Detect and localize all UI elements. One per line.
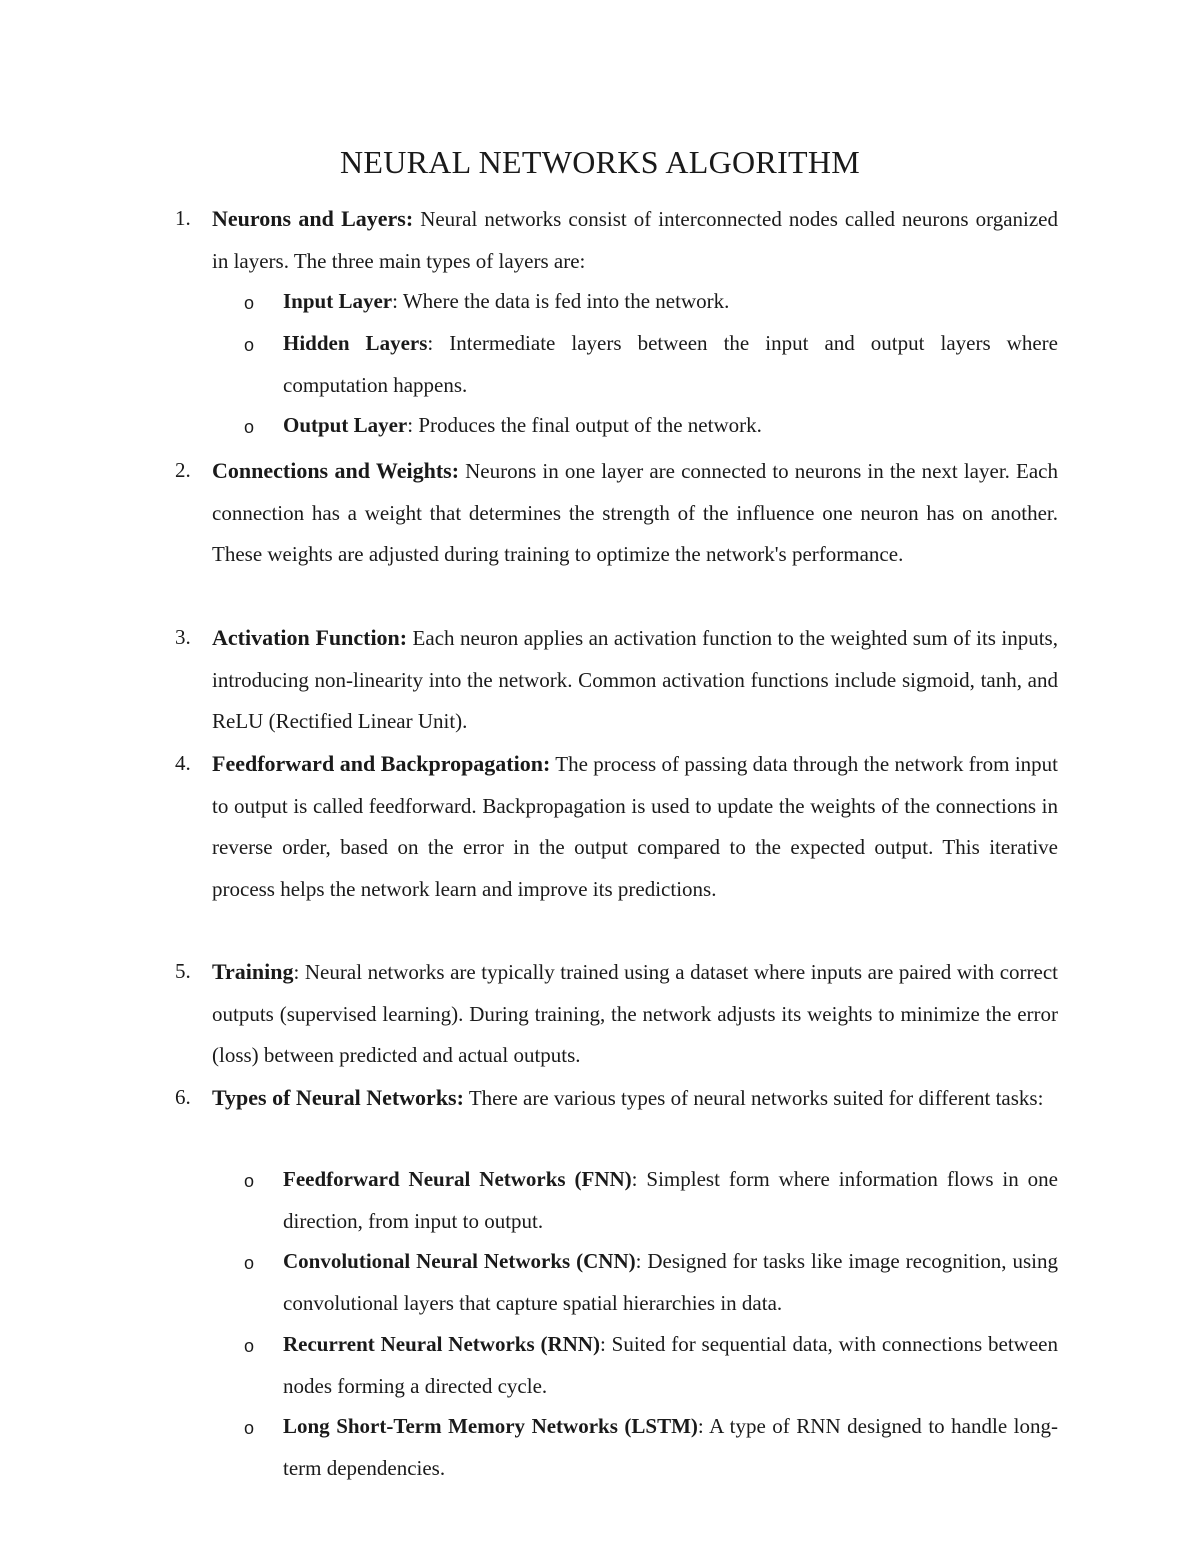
sub-list-item xyxy=(244,323,1058,406)
sub-item-text: : Produces the final output of the network. xyxy=(407,413,762,437)
bullet-icon: o xyxy=(244,293,255,313)
page-title: NEURAL NETWORKS ALGORITHM xyxy=(339,144,861,180)
item-term: Feedforward and Backpropagation: xyxy=(212,751,551,776)
item-text: Neural networks consist of interconnected nodes called neurons organized in layers. The three main types of layers are: xyxy=(212,207,1058,273)
list-number: 5. xyxy=(175,959,191,983)
sub-item-text: : Simplest form where information flows in one direction, from input to output. xyxy=(283,1167,1058,1233)
item-term: Training xyxy=(212,959,294,984)
sub-list-item xyxy=(244,1159,1058,1242)
list-number: 3. xyxy=(175,625,191,649)
list-number: 4. xyxy=(175,751,191,775)
sub-list-item xyxy=(244,405,1058,447)
sub-list-item xyxy=(244,281,1058,323)
list-item xyxy=(175,450,1058,576)
sub-item-term: Feedforward Neural Networks (FNN) xyxy=(283,1167,632,1191)
list-item xyxy=(175,617,1058,743)
list-number: 6. xyxy=(175,1085,191,1109)
list-item xyxy=(175,198,1058,282)
sub-item-text: : A type of RNN designed to handle long-term dependencies. xyxy=(283,1414,1058,1480)
sub-item-term: Recurrent Neural Networks (RNN) xyxy=(283,1332,600,1356)
bullet-icon: o xyxy=(244,1336,255,1356)
sub-item-term: Long Short-Term Memory Networks (LSTM) xyxy=(283,1414,698,1438)
sub-item-text: : Designed for tasks like image recognition, using convolutional layers that capture spatial hierarchies in data. xyxy=(283,1249,1058,1315)
list-number: 2. xyxy=(175,458,191,482)
sub-item-text: : Intermediate layers between the input and output layers where computation happens. xyxy=(283,331,1058,397)
bullet-icon: o xyxy=(244,417,255,437)
bullet-icon: o xyxy=(244,335,255,355)
item-term: Types of Neural Networks: xyxy=(212,1085,464,1110)
sub-item-term: Output Layer xyxy=(283,413,408,437)
item-text: : Neural networks are typically trained using a dataset where inputs are paired with correct outputs (supervised learning). During training, the network adjusts its weights to minimize the error (loss) between predicted and actual outputs. xyxy=(212,960,1058,1067)
item-text: There are various types of neural networks suited for different tasks: xyxy=(463,1086,1044,1110)
item-term: Neurons and Layers: xyxy=(212,206,414,231)
sub-list-item xyxy=(244,1324,1058,1407)
bullet-icon: o xyxy=(244,1253,255,1273)
list-item xyxy=(175,743,1058,910)
sub-list-item xyxy=(244,1241,1058,1324)
item-text: Neurons in one layer are connected to neurons in the next layer. Each connection has a weight that determines the strength of the influence one neuron has on another. These weights are adjusted during training to optimize the network's performance. xyxy=(212,459,1058,566)
sub-item-term: Convolutional Neural Networks (CNN) xyxy=(283,1249,636,1273)
list-item xyxy=(175,951,1058,1077)
item-term: Activation Function: xyxy=(212,625,408,650)
sub-item-term: Hidden Layers xyxy=(283,331,428,355)
list-item xyxy=(175,1077,1058,1120)
item-text: Each neuron applies an activation function to the weighted sum of its inputs, introducing non-linearity into the network. Common activation functions include sigmoid, tanh, and ReLU (Rectified Linear Unit). xyxy=(212,626,1058,733)
bullet-icon: o xyxy=(244,1171,255,1191)
list-number: 1. xyxy=(175,206,191,230)
sub-list-item xyxy=(244,1406,1058,1489)
item-term: Connections and Weights: xyxy=(212,458,460,483)
sub-item-term: Input Layer xyxy=(283,289,393,313)
sub-item-text: : Suited for sequential data, with connections between nodes forming a directed cycle. xyxy=(283,1332,1058,1398)
bullet-icon: o xyxy=(244,1418,255,1438)
item-text: The process of passing data through the network from input to output is called feedforward. Backpropagation is used to update the weights of the connections in reverse order, based on the error in the output compared to the expected output. This iterative process helps the network learn and improve its predictions. xyxy=(212,752,1058,901)
sub-item-text: : Where the data is fed into the network. xyxy=(392,289,730,313)
